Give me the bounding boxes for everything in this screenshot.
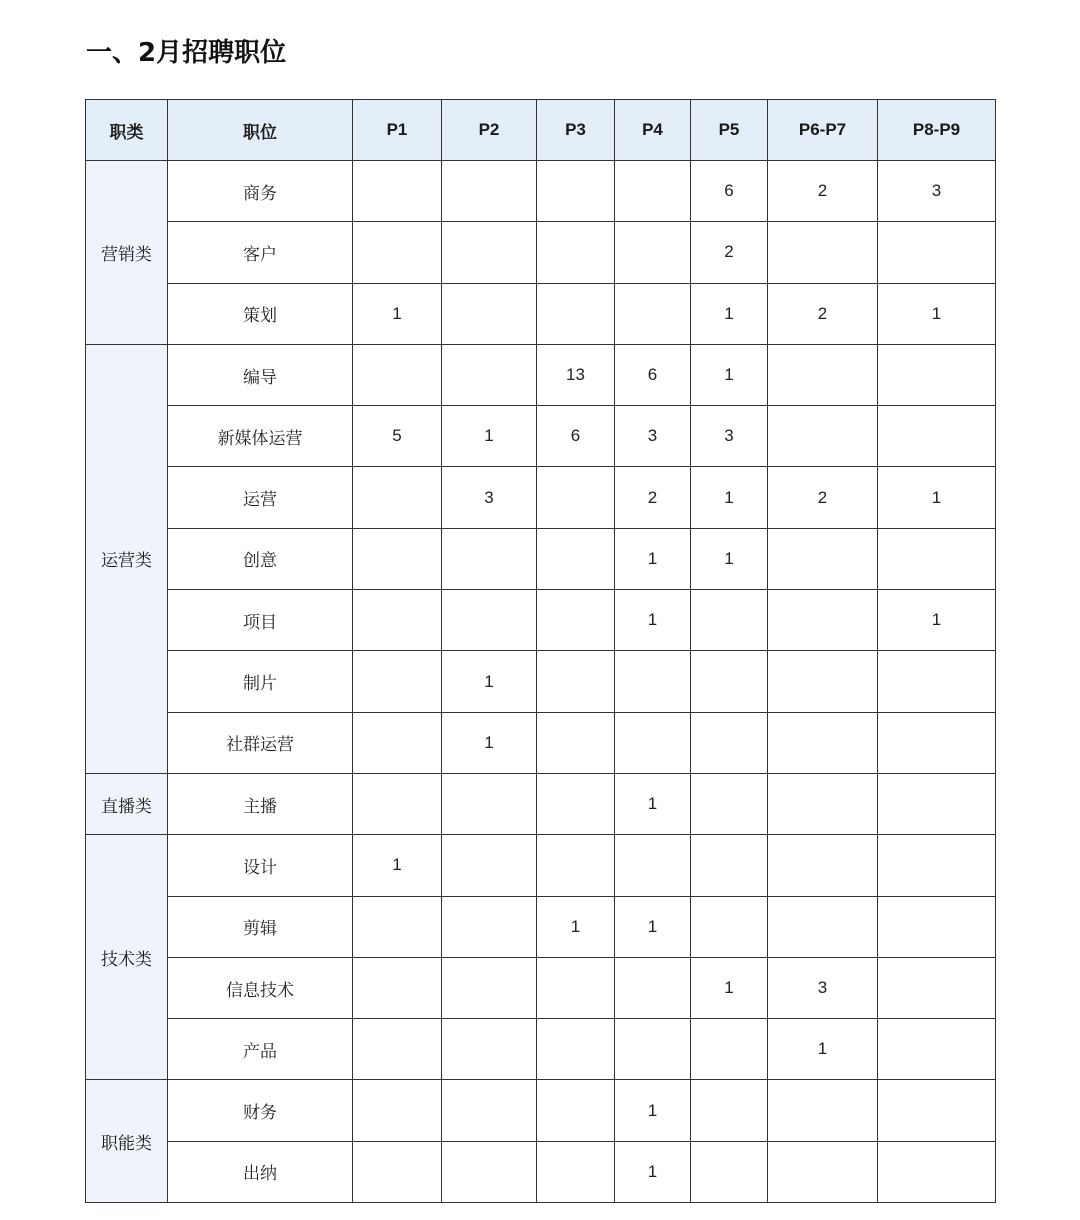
count-cell-p8-p9 — [878, 835, 996, 896]
count-cell-p5 — [691, 1141, 768, 1202]
count-cell-p4 — [615, 651, 691, 712]
header-p8-p9: P8-P9 — [878, 100, 996, 161]
count-cell-p8-p9 — [878, 1141, 996, 1202]
table-row — [86, 835, 996, 896]
count-cell-p2: 1 — [442, 406, 537, 467]
table-row — [86, 1019, 996, 1080]
count-cell-p8-p9: 1 — [878, 283, 996, 344]
table-row — [86, 528, 996, 589]
count-cell-p3 — [537, 1080, 615, 1141]
table-row — [86, 590, 996, 651]
count-cell-p3 — [537, 590, 615, 651]
count-cell-p2 — [442, 590, 537, 651]
count-cell-p1 — [353, 590, 442, 651]
count-cell-p3: 6 — [537, 406, 615, 467]
count-cell-p8-p9 — [878, 712, 996, 773]
count-cell-p6-p7 — [768, 1080, 878, 1141]
count-cell-p3: 1 — [537, 896, 615, 957]
table-row — [86, 896, 996, 957]
count-cell-p6-p7: 3 — [768, 957, 878, 1018]
position-cell: 新媒体运营 — [168, 406, 353, 467]
count-cell-p4: 3 — [615, 406, 691, 467]
count-cell-p2 — [442, 161, 537, 222]
category-cell: 技术类 — [86, 835, 168, 1080]
count-cell-p3 — [537, 283, 615, 344]
count-cell-p3: 13 — [537, 344, 615, 405]
count-cell-p8-p9 — [878, 406, 996, 467]
count-cell-p4: 6 — [615, 344, 691, 405]
count-cell-p3 — [537, 528, 615, 589]
header-p5: P5 — [691, 100, 768, 161]
count-cell-p6-p7 — [768, 344, 878, 405]
page-title: 一、2月招聘职位 — [86, 38, 287, 68]
count-cell-p4: 1 — [615, 528, 691, 589]
header-p4: P4 — [615, 100, 691, 161]
table-row — [86, 651, 996, 712]
count-cell-p3 — [537, 1141, 615, 1202]
count-cell-p6-p7 — [768, 590, 878, 651]
count-cell-p8-p9 — [878, 1080, 996, 1141]
count-cell-p2 — [442, 283, 537, 344]
count-cell-p2 — [442, 835, 537, 896]
count-cell-p4: 1 — [615, 1141, 691, 1202]
header-p1: P1 — [353, 100, 442, 161]
table-row — [86, 773, 996, 834]
position-cell: 编导 — [168, 344, 353, 405]
count-cell-p1: 1 — [353, 283, 442, 344]
count-cell-p5: 1 — [691, 957, 768, 1018]
count-cell-p5: 1 — [691, 467, 768, 528]
count-cell-p3 — [537, 957, 615, 1018]
count-cell-p1: 1 — [353, 835, 442, 896]
position-cell: 产品 — [168, 1019, 353, 1080]
count-cell-p4: 1 — [615, 1080, 691, 1141]
count-cell-p4 — [615, 283, 691, 344]
table-row — [86, 1141, 996, 1202]
count-cell-p5 — [691, 590, 768, 651]
count-cell-p3 — [537, 161, 615, 222]
table-row — [86, 467, 996, 528]
header-p6-p7: P6-P7 — [768, 100, 878, 161]
position-cell: 社群运营 — [168, 712, 353, 773]
count-cell-p8-p9 — [878, 957, 996, 1018]
table-row — [86, 344, 996, 405]
count-cell-p3 — [537, 835, 615, 896]
count-cell-p4 — [615, 835, 691, 896]
table-row — [86, 957, 996, 1018]
category-cell: 运营类 — [86, 344, 168, 773]
count-cell-p4: 1 — [615, 590, 691, 651]
count-cell-p1 — [353, 467, 442, 528]
count-cell-p6-p7: 2 — [768, 467, 878, 528]
count-cell-p5: 1 — [691, 283, 768, 344]
count-cell-p5 — [691, 773, 768, 834]
count-cell-p3 — [537, 222, 615, 283]
count-cell-p4 — [615, 222, 691, 283]
count-cell-p2: 1 — [442, 712, 537, 773]
header-category: 职类 — [86, 100, 168, 161]
category-cell: 直播类 — [86, 773, 168, 834]
count-cell-p5 — [691, 835, 768, 896]
count-cell-p2 — [442, 222, 537, 283]
count-cell-p2 — [442, 896, 537, 957]
count-cell-p1 — [353, 528, 442, 589]
count-cell-p8-p9 — [878, 1019, 996, 1080]
count-cell-p2 — [442, 1141, 537, 1202]
count-cell-p1 — [353, 1141, 442, 1202]
count-cell-p2 — [442, 1019, 537, 1080]
count-cell-p1 — [353, 896, 442, 957]
count-cell-p5 — [691, 896, 768, 957]
count-cell-p1 — [353, 161, 442, 222]
header-row — [86, 100, 996, 161]
position-cell: 商务 — [168, 161, 353, 222]
position-cell: 财务 — [168, 1080, 353, 1141]
count-cell-p2 — [442, 1080, 537, 1141]
count-cell-p8-p9 — [878, 344, 996, 405]
count-cell-p3 — [537, 773, 615, 834]
count-cell-p6-p7: 1 — [768, 1019, 878, 1080]
count-cell-p6-p7 — [768, 712, 878, 773]
position-cell: 创意 — [168, 528, 353, 589]
recruitment-table — [85, 99, 996, 1203]
count-cell-p2: 1 — [442, 651, 537, 712]
count-cell-p1: 5 — [353, 406, 442, 467]
count-cell-p6-p7: 2 — [768, 283, 878, 344]
header-position: 职位 — [168, 100, 353, 161]
count-cell-p5 — [691, 1019, 768, 1080]
count-cell-p3 — [537, 712, 615, 773]
count-cell-p6-p7 — [768, 222, 878, 283]
table-header — [86, 100, 996, 161]
count-cell-p1 — [353, 957, 442, 1018]
count-cell-p6-p7 — [768, 773, 878, 834]
count-cell-p6-p7 — [768, 896, 878, 957]
count-cell-p5: 1 — [691, 344, 768, 405]
position-cell: 客户 — [168, 222, 353, 283]
table-row — [86, 1080, 996, 1141]
category-cell: 营销类 — [86, 161, 168, 345]
count-cell-p2: 3 — [442, 467, 537, 528]
count-cell-p1 — [353, 1080, 442, 1141]
table-body — [86, 161, 996, 1203]
table-row — [86, 222, 996, 283]
count-cell-p2 — [442, 528, 537, 589]
position-cell: 出纳 — [168, 1141, 353, 1202]
position-cell: 策划 — [168, 283, 353, 344]
count-cell-p2 — [442, 957, 537, 1018]
count-cell-p4: 2 — [615, 467, 691, 528]
table-row — [86, 161, 996, 222]
count-cell-p8-p9: 3 — [878, 161, 996, 222]
count-cell-p8-p9: 1 — [878, 467, 996, 528]
count-cell-p4 — [615, 1019, 691, 1080]
count-cell-p2 — [442, 773, 537, 834]
count-cell-p5: 6 — [691, 161, 768, 222]
count-cell-p5: 2 — [691, 222, 768, 283]
table-row — [86, 712, 996, 773]
count-cell-p1 — [353, 1019, 442, 1080]
count-cell-p6-p7 — [768, 835, 878, 896]
count-cell-p4: 1 — [615, 896, 691, 957]
position-cell: 制片 — [168, 651, 353, 712]
table-row — [86, 406, 996, 467]
count-cell-p5: 1 — [691, 528, 768, 589]
header-p3: P3 — [537, 100, 615, 161]
position-cell: 运营 — [168, 467, 353, 528]
count-cell-p6-p7: 2 — [768, 161, 878, 222]
count-cell-p1 — [353, 651, 442, 712]
count-cell-p3 — [537, 651, 615, 712]
table-row — [86, 283, 996, 344]
count-cell-p1 — [353, 773, 442, 834]
position-cell: 剪辑 — [168, 896, 353, 957]
count-cell-p8-p9 — [878, 528, 996, 589]
header-p2: P2 — [442, 100, 537, 161]
count-cell-p5 — [691, 651, 768, 712]
count-cell-p6-p7 — [768, 406, 878, 467]
position-cell: 项目 — [168, 590, 353, 651]
count-cell-p8-p9: 1 — [878, 590, 996, 651]
position-cell: 设计 — [168, 835, 353, 896]
count-cell-p5 — [691, 712, 768, 773]
count-cell-p4: 1 — [615, 773, 691, 834]
count-cell-p8-p9 — [878, 651, 996, 712]
count-cell-p3 — [537, 1019, 615, 1080]
count-cell-p1 — [353, 222, 442, 283]
count-cell-p6-p7 — [768, 651, 878, 712]
count-cell-p8-p9 — [878, 773, 996, 834]
position-cell: 主播 — [168, 773, 353, 834]
count-cell-p8-p9 — [878, 896, 996, 957]
count-cell-p8-p9 — [878, 222, 996, 283]
count-cell-p5: 3 — [691, 406, 768, 467]
count-cell-p2 — [442, 344, 537, 405]
count-cell-p3 — [537, 467, 615, 528]
category-cell: 职能类 — [86, 1080, 168, 1203]
count-cell-p6-p7 — [768, 528, 878, 589]
count-cell-p4 — [615, 712, 691, 773]
count-cell-p4 — [615, 161, 691, 222]
position-cell: 信息技术 — [168, 957, 353, 1018]
count-cell-p6-p7 — [768, 1141, 878, 1202]
count-cell-p4 — [615, 957, 691, 1018]
count-cell-p5 — [691, 1080, 768, 1141]
count-cell-p1 — [353, 344, 442, 405]
count-cell-p1 — [353, 712, 442, 773]
